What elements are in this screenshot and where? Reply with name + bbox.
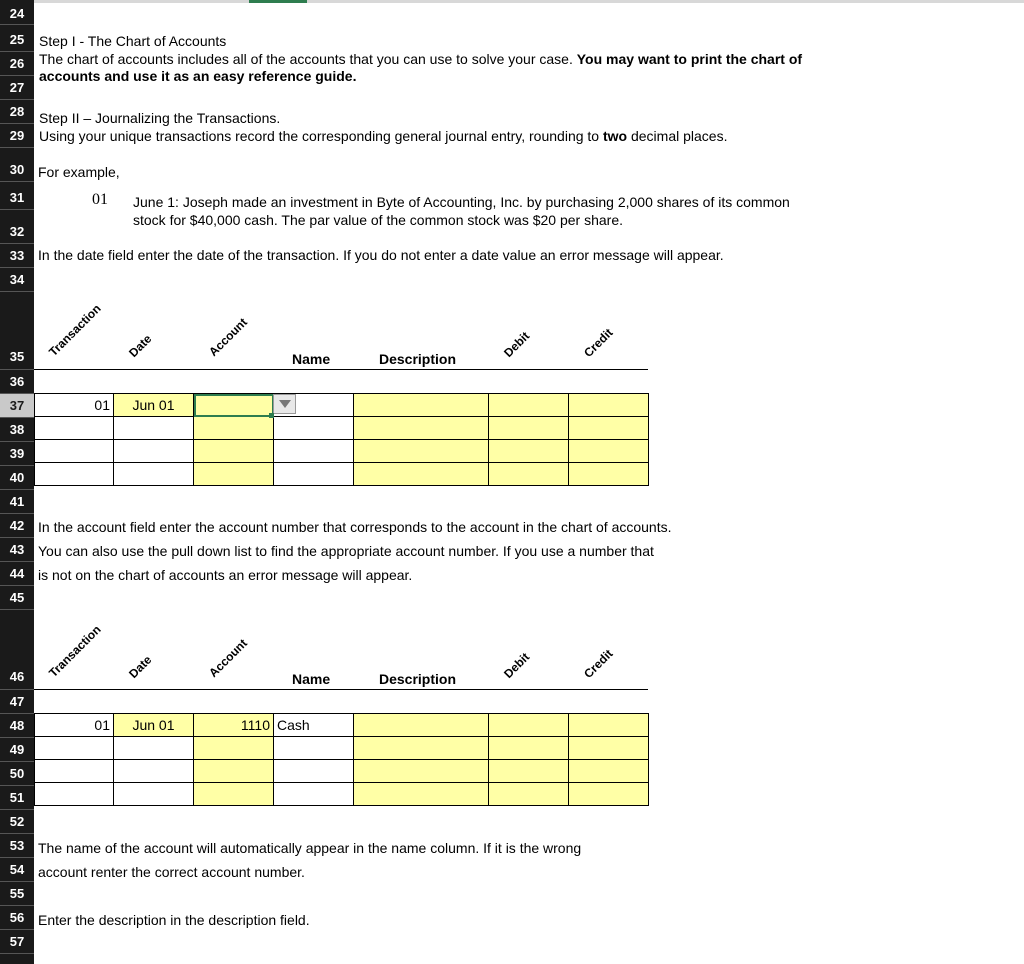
col-header-account: Account [206, 636, 250, 680]
transaction-cell[interactable] [35, 760, 114, 783]
debit-cell[interactable] [489, 463, 569, 486]
row-number-34[interactable]: 34 [9, 272, 25, 287]
step1-text-line1 [39, 51, 802, 67]
example-text-line1: June 1: Joseph made an investment in Byte of Accounting, Inc. by purchasing 2,000 shares of its common [133, 194, 790, 210]
row-number-38[interactable]: 38 [9, 422, 25, 437]
table-row [35, 737, 649, 760]
row-divider [0, 147, 34, 148]
row-number-28[interactable]: 28 [9, 104, 25, 119]
date-cell[interactable] [114, 440, 194, 463]
date-cell[interactable] [114, 783, 194, 806]
description-cell[interactable] [354, 417, 489, 440]
description-cell[interactable] [354, 760, 489, 783]
row-divider [0, 24, 34, 25]
name-cell [274, 463, 354, 486]
row-number-55[interactable]: 55 [9, 886, 25, 901]
row-number-39[interactable]: 39 [9, 446, 25, 461]
debit-cell[interactable] [489, 417, 569, 440]
account-note-line1: In the account field enter the account number that corresponds to the account in the chart of accounts. [38, 519, 672, 535]
row-number-43[interactable]: 43 [9, 542, 25, 557]
table-row [35, 714, 649, 737]
row-header-column [0, 0, 34, 964]
row-number-36[interactable]: 36 [9, 374, 25, 389]
example-label: For example, [38, 164, 120, 180]
debit-cell[interactable] [489, 783, 569, 806]
account-cell[interactable] [194, 783, 274, 806]
col-header-debit: Debit [501, 328, 533, 360]
transaction-cell[interactable] [35, 463, 114, 486]
column-header-strip [34, 0, 1024, 3]
step2-text-post: decimal places. [630, 128, 728, 144]
row-divider [0, 953, 34, 954]
name-cell [274, 783, 354, 806]
row-number-49[interactable]: 49 [9, 742, 25, 757]
table-row [35, 760, 649, 783]
row-number-42[interactable]: 42 [9, 518, 25, 533]
step2-title: Step II – Journalizing the Transactions. [39, 110, 281, 126]
credit-cell[interactable] [569, 737, 649, 760]
transaction-cell[interactable]: 01 [35, 714, 114, 737]
description-cell[interactable] [354, 394, 489, 417]
example-text-line2: stock for $40,000 cash. The par value of the common stock was $20 per share. [133, 212, 624, 228]
col-header-account: Account [206, 315, 250, 359]
date-cell[interactable]: Jun 01 [114, 394, 194, 417]
col-header-name: Name [292, 351, 331, 367]
name-note-line2: account renter the correct account number. [38, 864, 305, 880]
table-row [35, 440, 649, 463]
credit-cell[interactable] [569, 394, 649, 417]
row-number-30[interactable]: 30 [9, 162, 25, 177]
fill-handle[interactable] [269, 413, 274, 418]
account-cell[interactable] [194, 737, 274, 760]
account-cell[interactable] [194, 463, 274, 486]
name-cell [274, 440, 354, 463]
col-header-description: Description [379, 671, 457, 687]
row-number-52[interactable]: 52 [9, 814, 25, 829]
row-number-44[interactable]: 44 [9, 566, 25, 581]
col-header-transaction: Transaction [46, 301, 104, 359]
step1-text-regular: The chart of accounts includes all of the accounts that you can use to solve your case. [39, 51, 573, 67]
name-cell [274, 417, 354, 440]
row-number-50[interactable]: 50 [9, 766, 25, 781]
col-header-credit: Credit [581, 325, 616, 360]
name-cell [274, 760, 354, 783]
row-number-47[interactable]: 47 [9, 694, 25, 709]
transaction-cell[interactable] [35, 440, 114, 463]
header-underline [34, 689, 648, 690]
date-field-note: In the date field enter the date of the transaction. If you do not enter a date value an error message will appear. [38, 247, 724, 263]
description-cell[interactable] [354, 714, 489, 737]
transaction-cell[interactable] [35, 737, 114, 760]
name-note-line1: The name of the account will automatically appear in the name column. If it is the wrong [38, 840, 582, 856]
step1-text-bold: You may want to print the chart of [576, 51, 803, 67]
date-cell[interactable] [114, 760, 194, 783]
row-number-46[interactable]: 46 [9, 669, 25, 684]
debit-cell[interactable] [489, 440, 569, 463]
description-cell[interactable] [354, 463, 489, 486]
description-cell[interactable] [354, 440, 489, 463]
journal-table-2 [34, 713, 649, 806]
example-number: 01 [92, 191, 108, 208]
table-row [35, 463, 649, 486]
step1-title: Step I - The Chart of Accounts [39, 33, 227, 49]
journal-table-1 [34, 393, 649, 486]
col-header-debit: Debit [501, 649, 533, 681]
row-number-37[interactable]: 37 [0, 394, 34, 418]
row-number-54[interactable]: 54 [9, 862, 25, 877]
transaction-cell[interactable] [35, 783, 114, 806]
description-cell[interactable] [354, 783, 489, 806]
credit-cell[interactable] [569, 417, 649, 440]
col-header-credit: Credit [581, 646, 616, 681]
debit-cell[interactable] [489, 714, 569, 737]
row-number-41[interactable]: 41 [9, 494, 25, 509]
row-number-48[interactable]: 48 [9, 718, 25, 733]
row-number-35[interactable]: 35 [9, 349, 25, 364]
table-row [35, 417, 649, 440]
chevron-down-icon [279, 400, 291, 408]
col-header-date: Date [126, 652, 155, 681]
row-number-26[interactable]: 26 [9, 56, 25, 71]
col-header-name: Name [292, 671, 331, 687]
account-note-line2: You can also use the pull down list to find the appropriate account number. If you use a number that [38, 543, 654, 559]
row-number-57[interactable]: 57 [9, 934, 25, 949]
row-number-53[interactable]: 53 [9, 838, 25, 853]
col-header-date: Date [126, 331, 155, 360]
row-number-45[interactable]: 45 [9, 590, 25, 605]
row-number-40[interactable]: 40 [9, 470, 25, 485]
description-note: Enter the description in the description field. [38, 912, 310, 928]
row-divider [0, 209, 34, 210]
name-cell [274, 737, 354, 760]
description-cell[interactable] [354, 737, 489, 760]
date-cell[interactable] [114, 417, 194, 440]
debit-cell[interactable] [489, 394, 569, 417]
account-cell[interactable]: 1110 [194, 714, 274, 737]
credit-cell[interactable] [569, 440, 649, 463]
transaction-cell[interactable] [35, 417, 114, 440]
row-number-24[interactable]: 24 [9, 6, 25, 21]
row-number-33[interactable]: 33 [9, 248, 25, 263]
debit-cell[interactable] [489, 760, 569, 783]
date-cell[interactable]: Jun 01 [114, 714, 194, 737]
row-number-29[interactable]: 29 [9, 128, 25, 143]
account-dropdown-button[interactable] [273, 394, 296, 414]
credit-cell[interactable] [569, 714, 649, 737]
row-number-25[interactable]: 25 [9, 32, 25, 47]
row-divider [0, 181, 34, 182]
step2-text [39, 128, 727, 144]
credit-cell[interactable] [569, 783, 649, 806]
row-number-31[interactable]: 31 [9, 190, 25, 205]
col-header-transaction: Transaction [46, 622, 104, 680]
account-cell[interactable] [194, 440, 274, 463]
account-cell[interactable] [194, 394, 274, 417]
step1-text-line2: accounts and use it as an easy reference guide. [39, 68, 357, 84]
step2-text-pre: Using your unique transactions record the corresponding general journal entry, rounding to [39, 128, 600, 144]
account-note-line3: is not on the chart of accounts an error message will appear. [38, 567, 413, 583]
credit-cell[interactable] [569, 760, 649, 783]
header-underline [34, 369, 648, 370]
name-cell: Cash [274, 714, 354, 737]
step2-text-bold: two [602, 128, 628, 144]
credit-cell[interactable] [569, 463, 649, 486]
table-row [35, 783, 649, 806]
account-cell[interactable] [194, 760, 274, 783]
table-row [35, 394, 649, 417]
date-cell[interactable] [114, 463, 194, 486]
row-number-32[interactable]: 32 [9, 224, 25, 239]
col-header-description: Description [379, 351, 457, 367]
date-cell[interactable] [114, 737, 194, 760]
selected-column-indicator [249, 0, 307, 3]
row-number-27[interactable]: 27 [9, 80, 25, 95]
account-cell[interactable] [194, 417, 274, 440]
row-number-51[interactable]: 51 [9, 790, 25, 805]
transaction-cell[interactable]: 01 [35, 394, 114, 417]
debit-cell[interactable] [489, 737, 569, 760]
row-number-56[interactable]: 56 [9, 910, 25, 925]
